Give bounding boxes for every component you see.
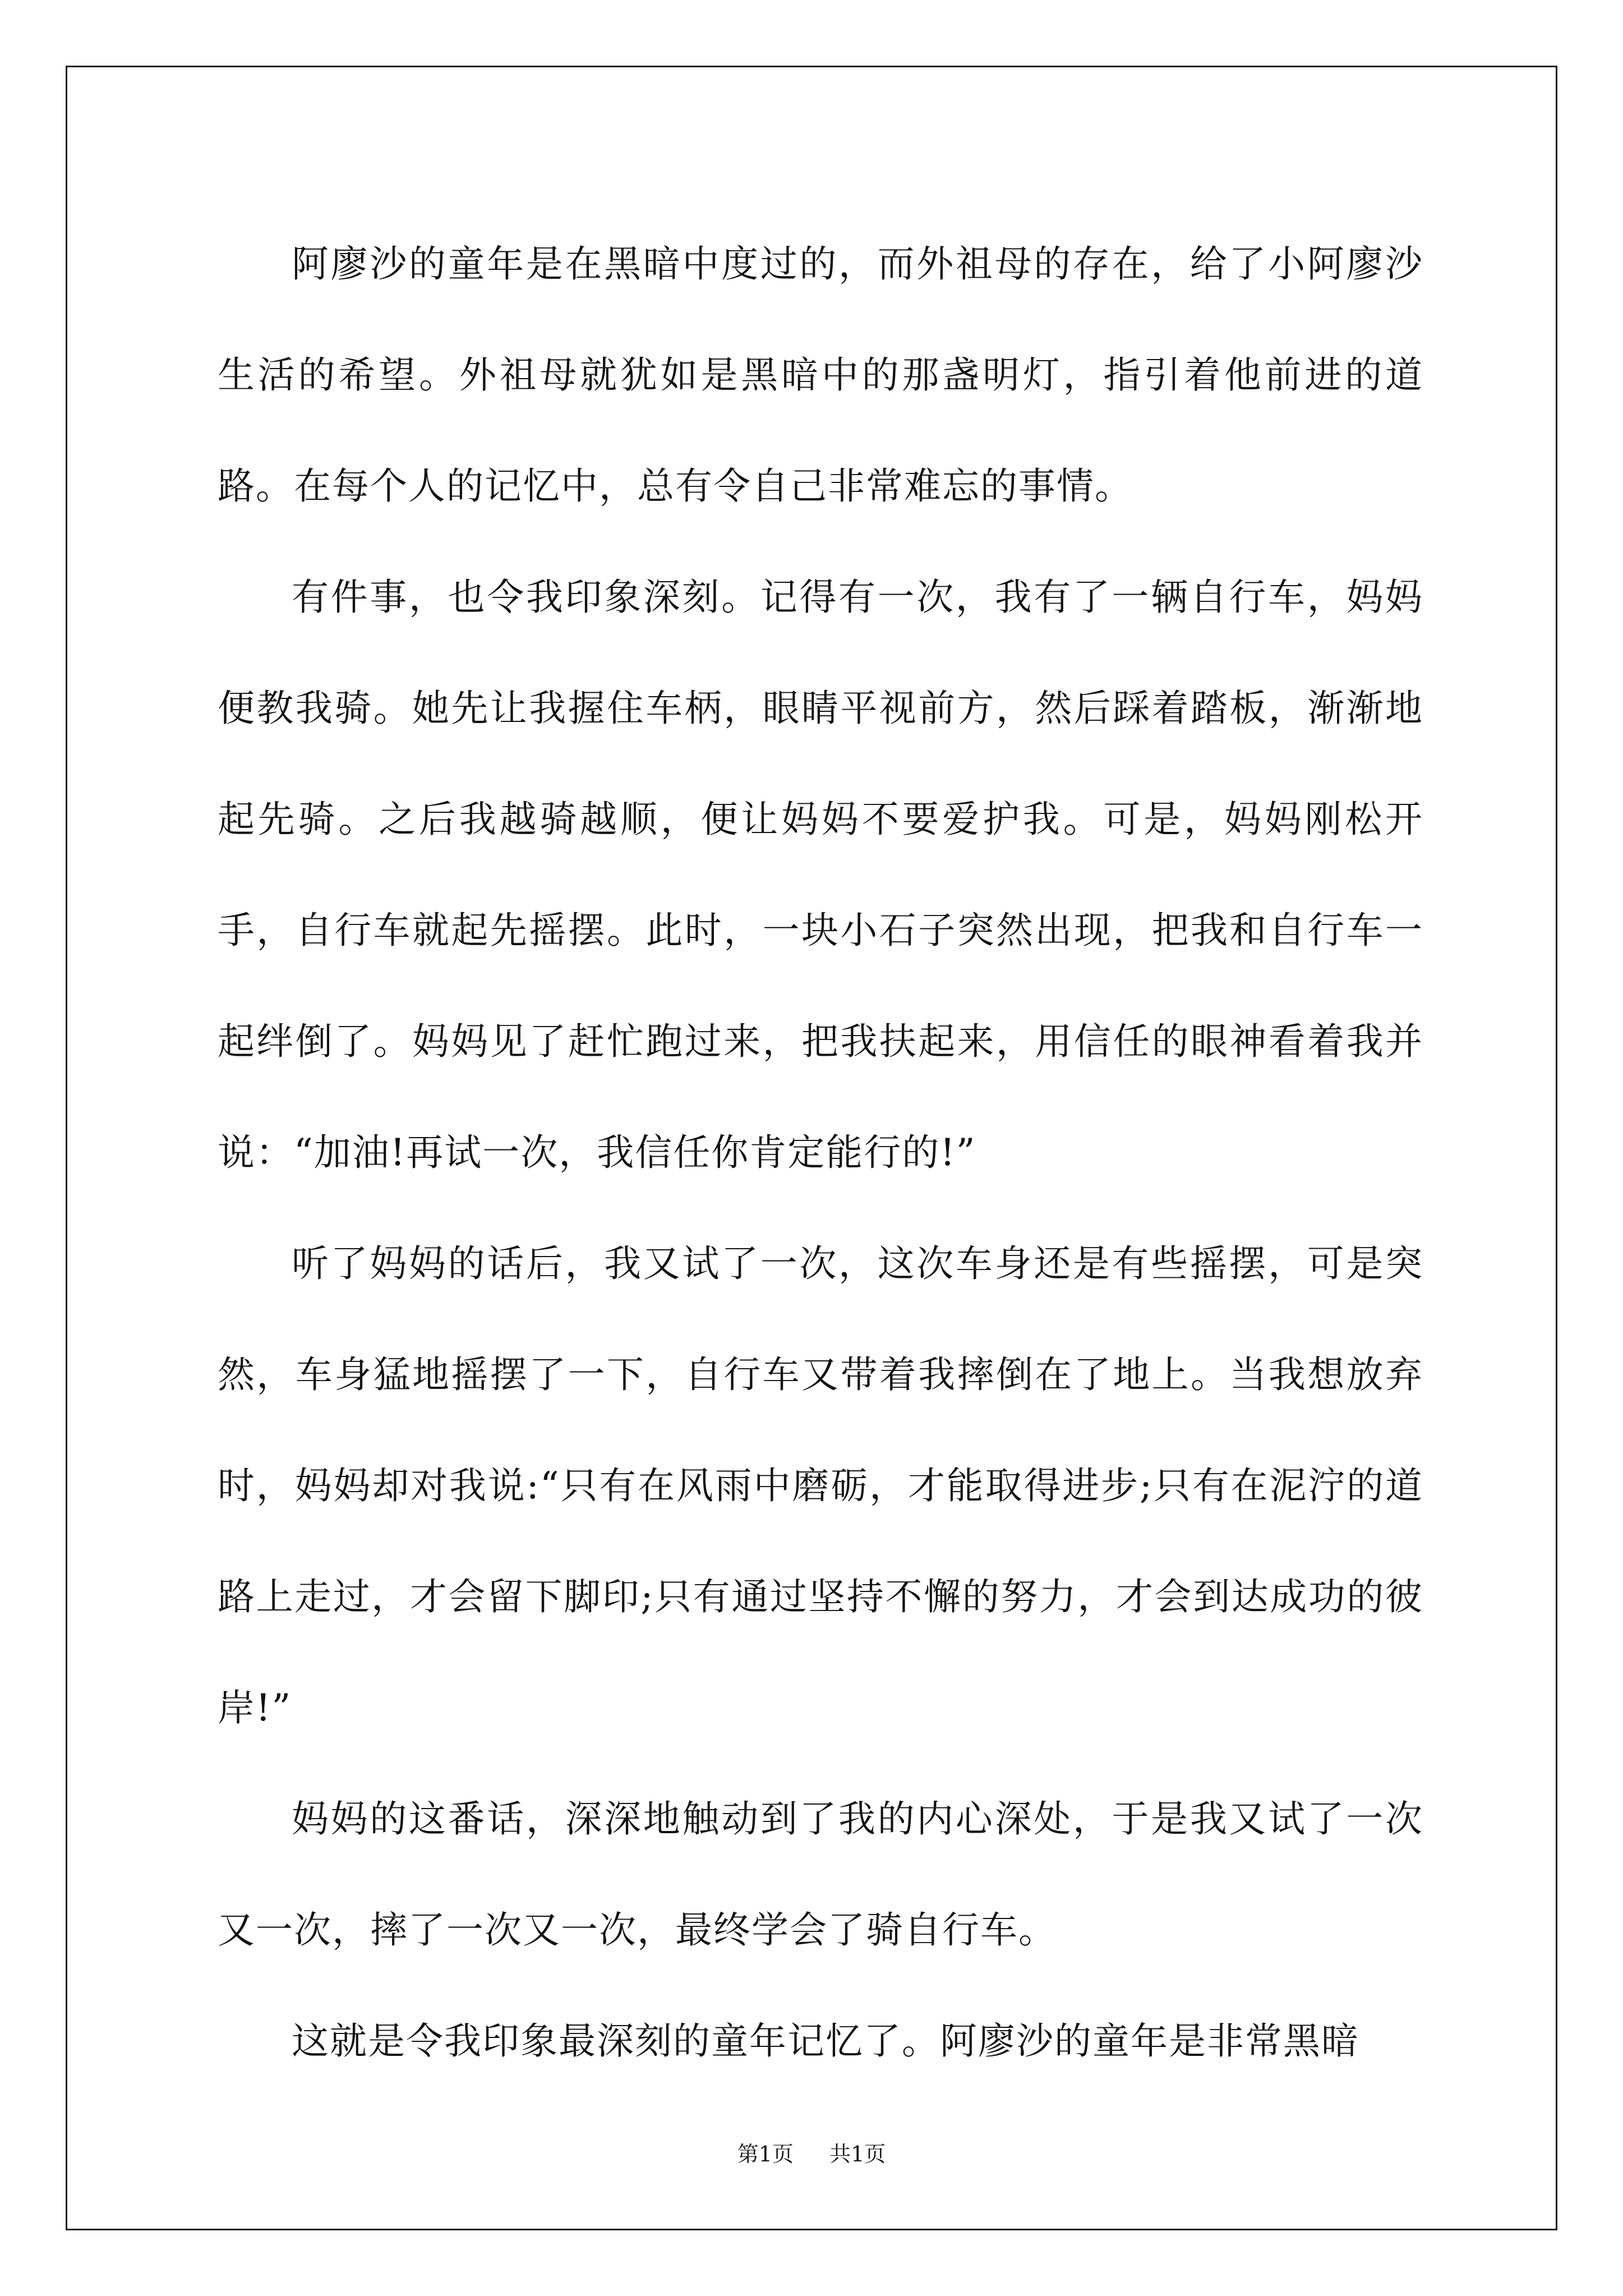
paragraph-4: 妈妈的这番话，深深地触动到了我的内心深处，于是我又试了一次又一次，摔了一次又一次，最终学会了骑自行车。 [218,1797,1423,1952]
page-total: 共1页 [829,2142,886,2166]
page-footer [0,2137,1623,2171]
paragraph-2: 有件事，也令我印象深刻。记得有一次，我有了一辆自行车，妈妈便教我骑。她先让我握住车柄，眼睛平视前方，然后踩着踏板，渐渐地起先骑。之后我越骑越顺，便让妈妈不要爱护我。可是，妈妈刚松开手，自行车就起先摇摆。此时，一块小石子突然出现，把我和自行车一起绊倒了。妈妈见了赶忙跑过来，把我扶起来，用信任的眼神看着我并说：“加油!再试一次，我信任你肯定能行的!” [218,576,1423,1174]
paragraph-3: 听了妈妈的话后，我又试了一次，这次车身还是有些摇摆，可是突然，车身猛地摇摆了一下，自行车又带着我摔倒在了地上。当我想放弃时，妈妈却对我说:“只有在风雨中磨砺，才能取得进步;只有在泥泞的道路上走过，才会留下脚印;只有通过坚持不懈的努力，才会到达成功的彼岸!” [218,1242,1423,1729]
paragraph-5: 这就是令我印象最深刻的童年记忆了。阿廖沙的童年是非常黑暗 [292,2019,1359,2063]
page-number: 第1页 [737,2142,794,2166]
document-body [218,209,1423,2097]
paragraph-1: 阿廖沙的童年是在黑暗中度过的，而外祖母的存在，给了小阿廖沙生活的希望。外祖母就犹如是黑暗中的那盏明灯，指引着他前进的道路。在每个人的记忆中，总有令自己非常难忘的事情。 [218,242,1423,508]
